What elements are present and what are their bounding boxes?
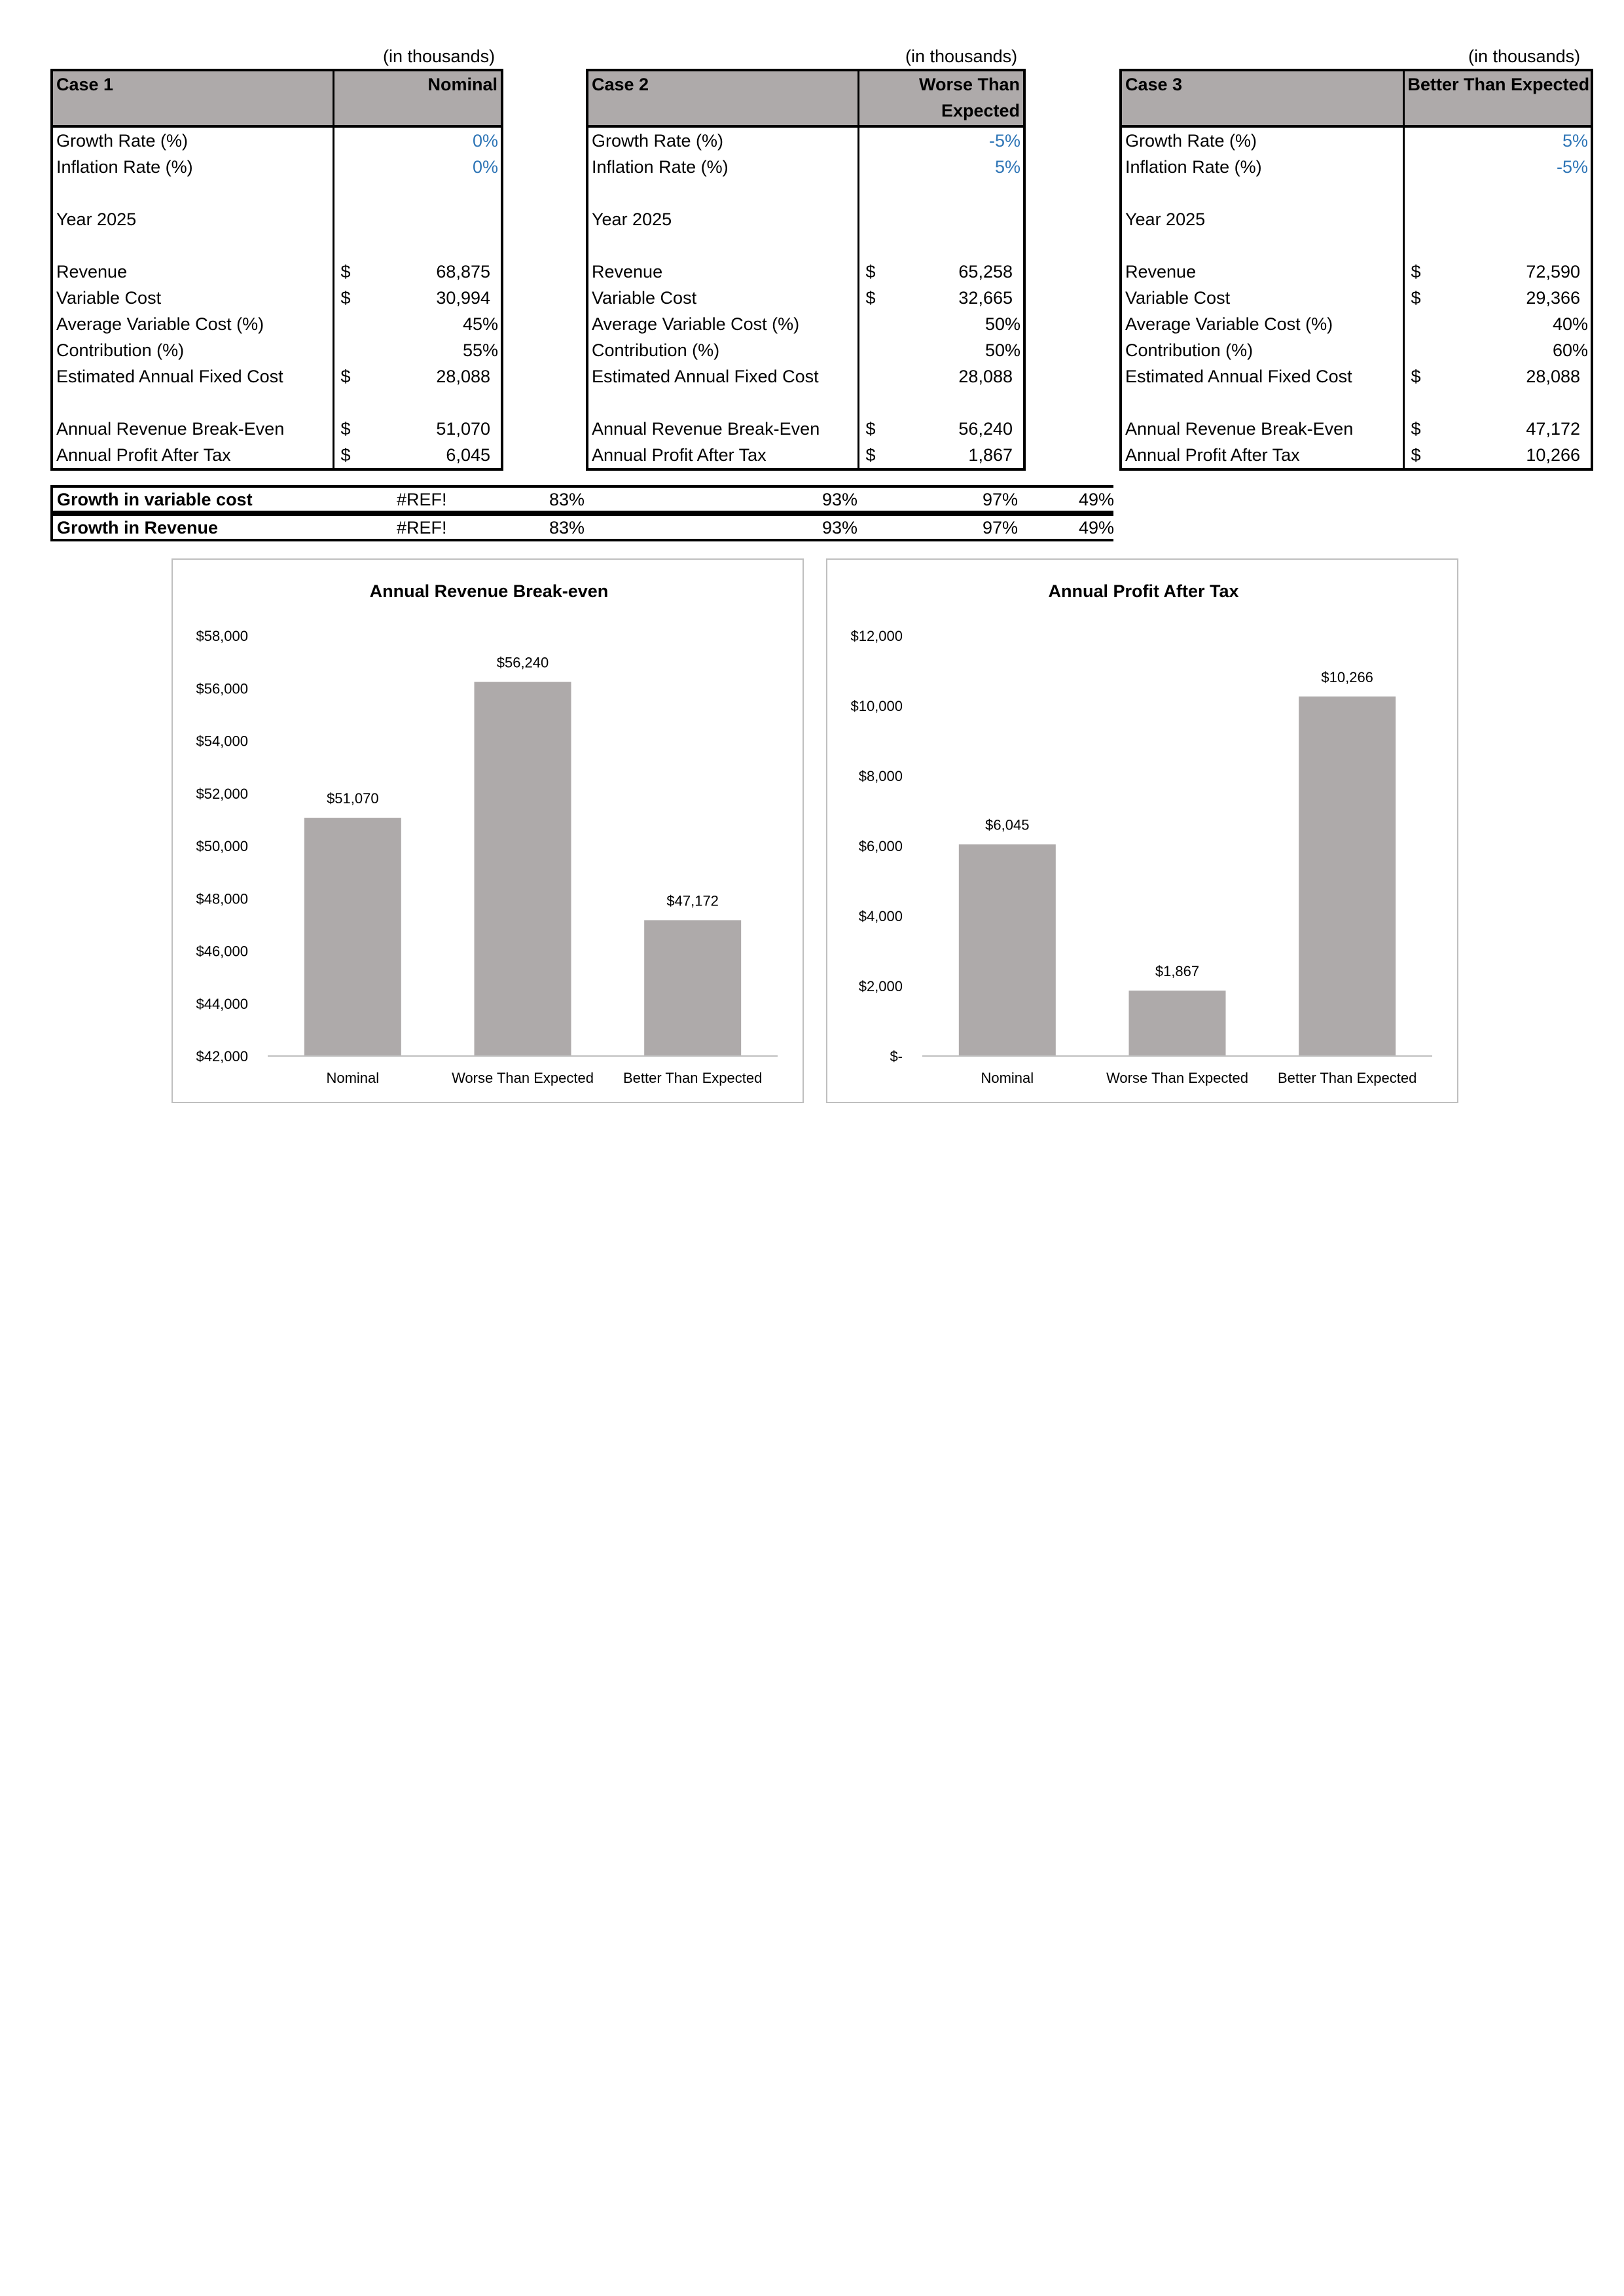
scenario-name: Nominal (333, 70, 502, 126)
growth-cell: 83% (549, 518, 585, 538)
y-tick-label: $8,000 (858, 768, 903, 784)
currency-symbol: $ (340, 445, 351, 465)
category-label: Nominal (326, 1070, 380, 1086)
row-label: Annual Profit After Tax (52, 442, 333, 469)
y-tick-label: $50,000 (196, 838, 248, 854)
breakeven-value: 56,240 (958, 419, 1013, 439)
row-label: Variable Cost (52, 285, 333, 311)
profit-value: 1,867 (968, 445, 1013, 465)
row-label: Revenue (1121, 259, 1403, 285)
y-tick-label: $2,000 (858, 978, 903, 994)
growth-variable-cost-row (50, 485, 1113, 513)
row-label: Contribution (%) (52, 337, 333, 363)
row-label: Inflation Rate (%) (52, 154, 333, 180)
row-label: Contribution (%) (587, 337, 858, 363)
fixed-cost-value: 28,088 (1526, 367, 1580, 386)
data-label: $10,266 (1321, 668, 1373, 685)
currency-symbol: $ (865, 262, 876, 282)
avg-variable-cost-value: 50% (984, 314, 1020, 334)
year-label: Year 2025 (1121, 206, 1403, 232)
currency-symbol: $ (340, 419, 351, 439)
breakeven-chart-svg (173, 560, 805, 1104)
scenario-name-line1: Worse Than (918, 75, 1020, 94)
currency-symbol: $ (340, 262, 351, 282)
currency-symbol: $ (865, 445, 876, 465)
data-label: $56,240 (496, 654, 549, 671)
growth-cell: 49% (1079, 490, 1115, 509)
fixed-cost-value: 28,088 (958, 367, 1013, 386)
profit-chart-svg (827, 560, 1460, 1104)
row-label: Growth Rate (%) (587, 126, 858, 154)
row-label: Annual Profit After Tax (1121, 442, 1403, 469)
y-tick-label: $56,000 (196, 680, 248, 697)
category-label: Worse Than Expected (1106, 1070, 1248, 1086)
revenue-value: 65,258 (958, 262, 1013, 282)
profit-value: 10,266 (1526, 445, 1580, 465)
row-label: Growth Rate (%) (1121, 126, 1403, 154)
bar (959, 845, 1056, 1056)
variable-cost-value: 30,994 (436, 288, 490, 308)
growth-rate-input[interactable]: 0% (472, 131, 498, 151)
currency-symbol: $ (1411, 445, 1421, 465)
chart-title: Annual Revenue Break-even (369, 581, 609, 601)
y-tick-label: $58,000 (196, 628, 248, 644)
currency-symbol: $ (1411, 367, 1421, 386)
growth-cell: #REF! (397, 490, 447, 509)
bar (1128, 991, 1225, 1056)
case-3-table (1119, 69, 1593, 471)
row-label: Estimated Annual Fixed Cost (1121, 363, 1403, 390)
unit-note: (in thousands) (1468, 46, 1581, 66)
growth-cell: #REF! (397, 518, 447, 538)
row-label: Variable Cost (587, 285, 858, 311)
variable-cost-value: 29,366 (1526, 288, 1580, 308)
growth-cell: 49% (1079, 518, 1115, 538)
unit-note: (in thousands) (383, 46, 496, 66)
case-title: Case 1 (52, 70, 333, 126)
row-label: Annual Profit After Tax (587, 442, 858, 469)
year-label: Year 2025 (52, 206, 333, 232)
inflation-rate-input[interactable]: 5% (994, 157, 1020, 177)
case-title: Case 2 (587, 70, 858, 126)
year-label: Year 2025 (587, 206, 858, 232)
row-label: Estimated Annual Fixed Cost (587, 363, 858, 390)
scenario-name: Better Than Expected (1403, 70, 1592, 126)
currency-symbol: $ (865, 419, 876, 439)
contribution-value: 60% (1552, 340, 1588, 360)
inflation-rate-input[interactable]: -5% (1556, 157, 1588, 177)
y-tick-label: $46,000 (196, 943, 248, 960)
growth-row-label: Growth in Revenue (57, 518, 219, 538)
growth-rate-input[interactable]: -5% (988, 131, 1020, 151)
row-label: Average Variable Cost (%) (52, 311, 333, 337)
data-label: $6,045 (985, 816, 1030, 833)
y-tick-label: $10,000 (850, 698, 903, 714)
breakeven-value: 47,172 (1526, 419, 1580, 439)
row-label: Inflation Rate (%) (587, 154, 858, 180)
y-tick-label: $52,000 (196, 785, 248, 802)
growth-cell: 93% (822, 490, 858, 509)
y-tick-label: $- (890, 1048, 903, 1065)
revenue-value: 72,590 (1526, 262, 1580, 282)
row-label: Growth Rate (%) (52, 126, 333, 154)
row-label: Annual Revenue Break-Even (587, 416, 858, 442)
revenue-value: 68,875 (436, 262, 490, 282)
growth-rate-input[interactable]: 5% (1562, 131, 1588, 151)
variable-cost-value: 32,665 (958, 288, 1013, 308)
currency-symbol: $ (1411, 262, 1421, 282)
currency-symbol: $ (865, 288, 876, 308)
avg-variable-cost-value: 40% (1552, 314, 1588, 334)
bar (644, 920, 741, 1056)
currency-symbol: $ (1411, 419, 1421, 439)
case-title: Case 3 (1121, 70, 1403, 126)
data-label: $47,172 (666, 892, 719, 909)
category-label: Better Than Expected (1277, 1070, 1417, 1086)
row-label: Estimated Annual Fixed Cost (52, 363, 333, 390)
data-label: $1,867 (1155, 963, 1200, 980)
currency-symbol: $ (1411, 288, 1421, 308)
contribution-value: 55% (462, 340, 498, 360)
row-label: Revenue (587, 259, 858, 285)
growth-cell: 83% (549, 490, 585, 509)
inflation-rate-input[interactable]: 0% (472, 157, 498, 177)
scenario-name-line2: Expected (941, 101, 1020, 120)
y-tick-label: $48,000 (196, 890, 248, 907)
fixed-cost-value: 28,088 (436, 367, 490, 386)
growth-row-label: Growth in variable cost (57, 490, 253, 509)
growth-cell: 97% (983, 518, 1019, 538)
y-tick-label: $4,000 (858, 908, 903, 924)
currency-symbol: $ (340, 367, 351, 386)
bar (474, 682, 571, 1056)
y-tick-label: $12,000 (850, 628, 903, 644)
category-label: Better Than Expected (623, 1070, 763, 1086)
y-tick-label: $42,000 (196, 1048, 248, 1065)
contribution-value: 50% (984, 340, 1020, 360)
avg-variable-cost-value: 45% (462, 314, 498, 334)
y-tick-label: $44,000 (196, 995, 248, 1012)
category-label: Nominal (981, 1070, 1034, 1086)
row-label: Annual Revenue Break-Even (1121, 416, 1403, 442)
growth-revenue-row (50, 513, 1113, 541)
row-label: Annual Revenue Break-Even (52, 416, 333, 442)
profit-chart (826, 558, 1458, 1103)
case-2-table (586, 69, 1026, 471)
currency-symbol: $ (340, 288, 351, 308)
row-label: Revenue (52, 259, 333, 285)
row-label: Variable Cost (1121, 285, 1403, 311)
row-label: Average Variable Cost (%) (1121, 311, 1403, 337)
data-label: $51,070 (327, 790, 379, 807)
y-tick-label: $54,000 (196, 733, 248, 750)
breakeven-chart (171, 558, 804, 1103)
row-label: Inflation Rate (%) (1121, 154, 1403, 180)
chart-title: Annual Profit After Tax (1048, 581, 1239, 601)
y-tick-label: $6,000 (858, 838, 903, 854)
row-label: Average Variable Cost (%) (587, 311, 858, 337)
bar (304, 818, 401, 1056)
growth-cell: 97% (983, 490, 1019, 509)
case-1-table (50, 69, 503, 471)
category-label: Worse Than Expected (452, 1070, 594, 1086)
unit-note: (in thousands) (905, 46, 1018, 66)
profit-value: 6,045 (446, 445, 490, 465)
breakeven-value: 51,070 (436, 419, 490, 439)
row-label: Contribution (%) (1121, 337, 1403, 363)
growth-cell: 93% (822, 518, 858, 538)
bar (1299, 697, 1396, 1056)
